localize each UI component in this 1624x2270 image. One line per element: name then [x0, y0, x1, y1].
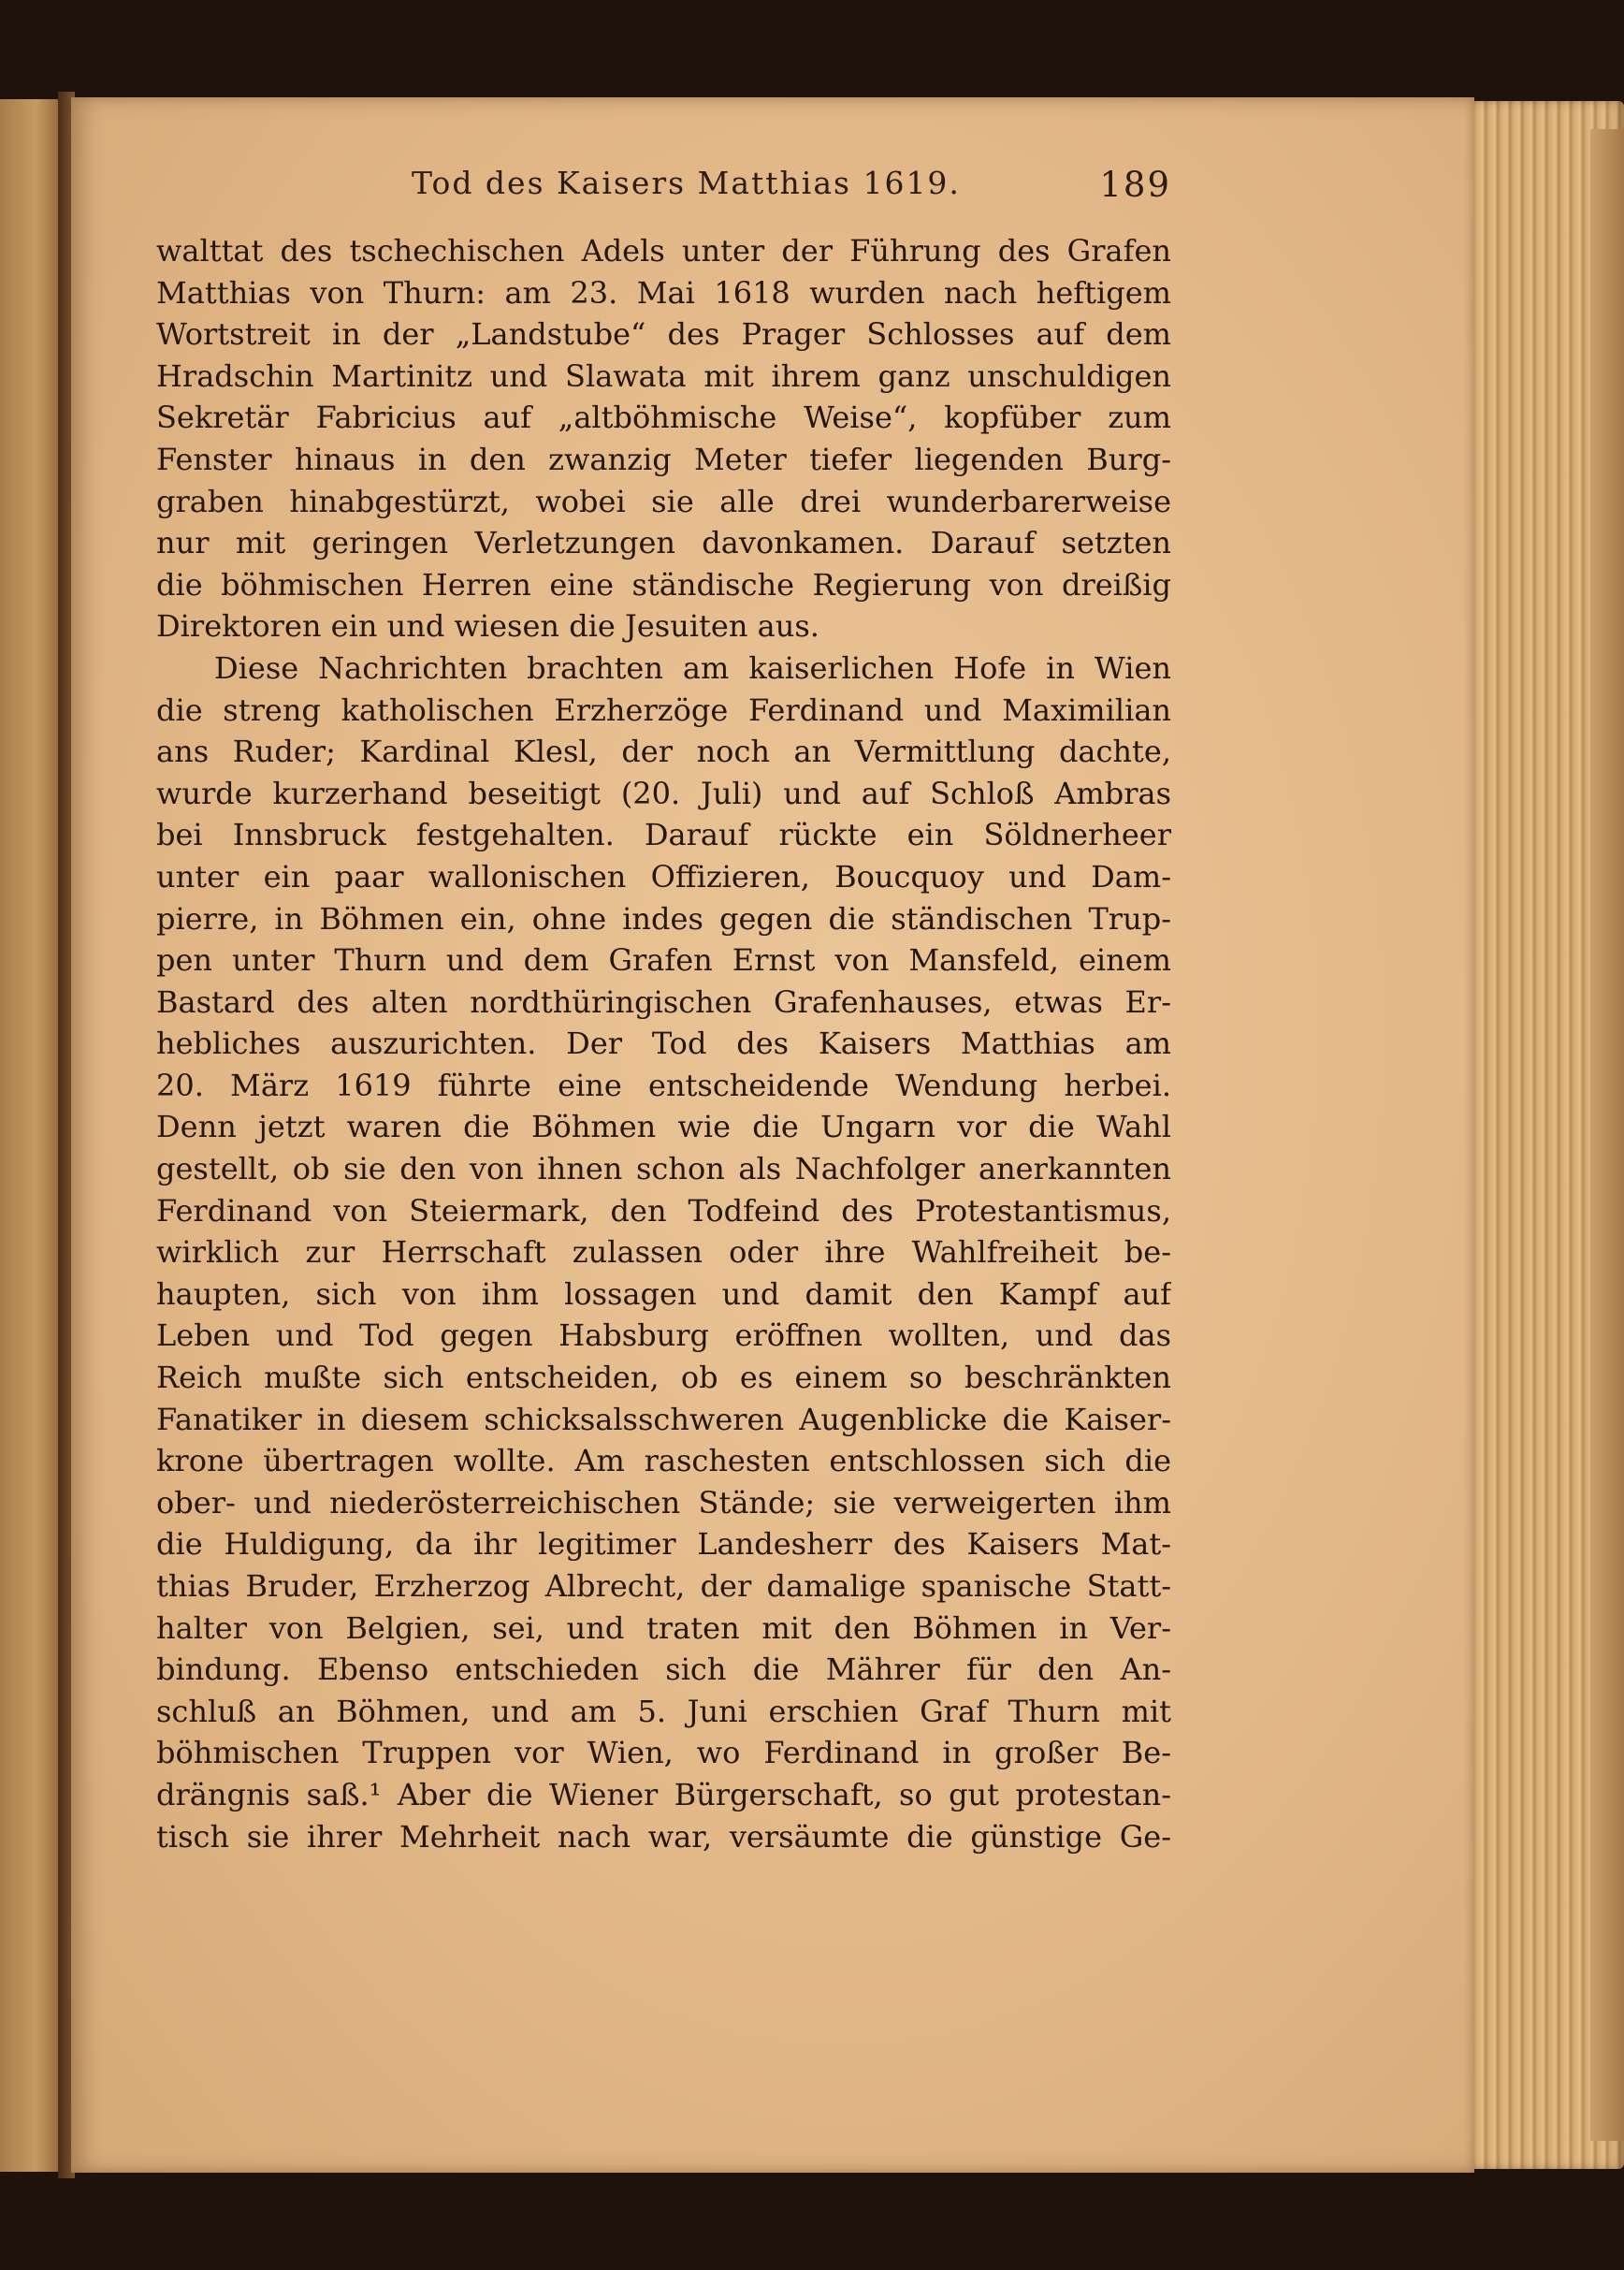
text-line: Fenster hinaus in den zwanzig Meter tiefer liegenden Burg- [156, 441, 1171, 477]
paragraph-first-line: Diese Nachrichten brachten am kaiserlichen Hofe in Wien [214, 649, 1171, 686]
text-line: halter von Belgien, sei, und traten mit den Böhmen in Ver- [156, 1609, 1171, 1646]
text-line: ans Ruder; Kardinal Klesl, der noch an Vermittlung dachte, [156, 734, 1171, 770]
text-line: die böhmischen Herren eine ständische Regierung von dreißig [156, 566, 1171, 603]
text-line: wirklich zur Herrschaft zulassen oder ihre Wahlfreiheit be- [156, 1234, 1171, 1271]
text-line: ober- und niederösterreichischen Stände; sie verweigerten ihm [156, 1484, 1171, 1521]
text-line: die Huldigung, da ihr legitimer Landesherr des Kaisers Mat- [156, 1526, 1171, 1563]
text-line: drängnis saß.¹ Aber die Wiener Bürgerschaft, so gut protestan- [156, 1776, 1171, 1812]
text-line: Fanatiker in diesem schicksalsschweren Augenblicke die Kaiser- [156, 1401, 1171, 1437]
text-line: krone übertragen wollte. Am raschesten entschlossen sich die [156, 1443, 1171, 1479]
text-line: Ferdinand von Steiermark, den Todfeind des Protestantismus, [156, 1192, 1171, 1229]
text-line: bindung. Ebenso entschieden sich die Mährer für den An- [156, 1652, 1171, 1688]
text-line: graben hinabgestürzt, wobei sie alle drei wunderbarerweise [156, 483, 1171, 519]
text-line: haupten, sich von ihm lossagen und damit den Kampf auf [156, 1275, 1171, 1312]
text-line: 20. März 1619 führte eine entscheidende Wendung herbei. [156, 1067, 1171, 1103]
text-line: Sekretär Fabricius auf „altböhmische Weise“, kopfüber zum [156, 400, 1171, 436]
text-line: hebliches auszurichten. Der Tod des Kaisers Matthias am [156, 1026, 1171, 1062]
text-line: pen unter Thurn und dem Grafen Ernst von Mansfeld, einem [156, 942, 1171, 979]
text-line: böhmischen Truppen vor Wien, wo Ferdinand in großer Be- [156, 1735, 1171, 1771]
text-line: schluß an Böhmen, und am 5. Juni erschien Graf Thurn mit [156, 1693, 1171, 1729]
text-line: Bastard des alten nordthüringischen Grafenhauses, etwas Er- [156, 983, 1171, 1020]
text-line: nur mit geringen Verletzungen davonkamen. Darauf setzten [156, 525, 1171, 561]
text-line: wurde kurzerhand beseitigt (20. Juli) und auf Schloß Ambras [156, 775, 1171, 811]
text-line: bei Innsbruck festgehalten. Darauf rückte ein Söldnerheer [156, 817, 1171, 853]
page-number: 189 [1099, 165, 1171, 205]
text-line: thias Bruder, Erzherzog Albrecht, der damalige spanische Statt- [156, 1568, 1171, 1604]
text-line: Denn jetzt waren die Böhmen wie die Ungarn vor die Wahl [156, 1109, 1171, 1145]
text-line: pierre, in Böhmen ein, ohne indes gegen die ständischen Trup- [156, 900, 1171, 937]
text-line: unter ein paar wallonischen Offizieren, Boucquoy und Dam- [156, 858, 1171, 895]
text-line: tisch sie ihrer Mehrheit nach war, versäumte die günstige Ge- [156, 1818, 1171, 1855]
cover-edge [1590, 129, 1624, 2141]
page-header [156, 165, 1171, 221]
body-text [156, 230, 1171, 1857]
text-line: walttat des tschechischen Adels unter der Führung des Grafen [156, 233, 1171, 269]
facing-page-edge [0, 99, 65, 2172]
text-line: Hradschin Martinitz und Slawata mit ihrem ganz unschuldigen [156, 357, 1171, 394]
text-line: Wortstreit in der „Landstube“ des Prager Schlosses auf dem [156, 316, 1171, 353]
text-line: Direktoren ein und wiesen die Jesuiten aus. [156, 608, 819, 645]
text-line: gestellt, ob sie den von ihnen schon als Nachfolger anerkannten [156, 1151, 1171, 1187]
text-line: Reich mußte sich entscheiden, ob es einem so beschränkten [156, 1360, 1171, 1396]
running-title: Tod des Kaisers Matthias 1619. [412, 165, 961, 201]
text-line: die streng katholischen Erzherzöge Ferdinand und Maximilian [156, 691, 1171, 728]
text-line: Matthias von Thurn: am 23. Mai 1618 wurden nach heftigem [156, 274, 1171, 311]
text-line: Leben und Tod gegen Habsburg eröffnen wollten, und das [156, 1317, 1171, 1354]
